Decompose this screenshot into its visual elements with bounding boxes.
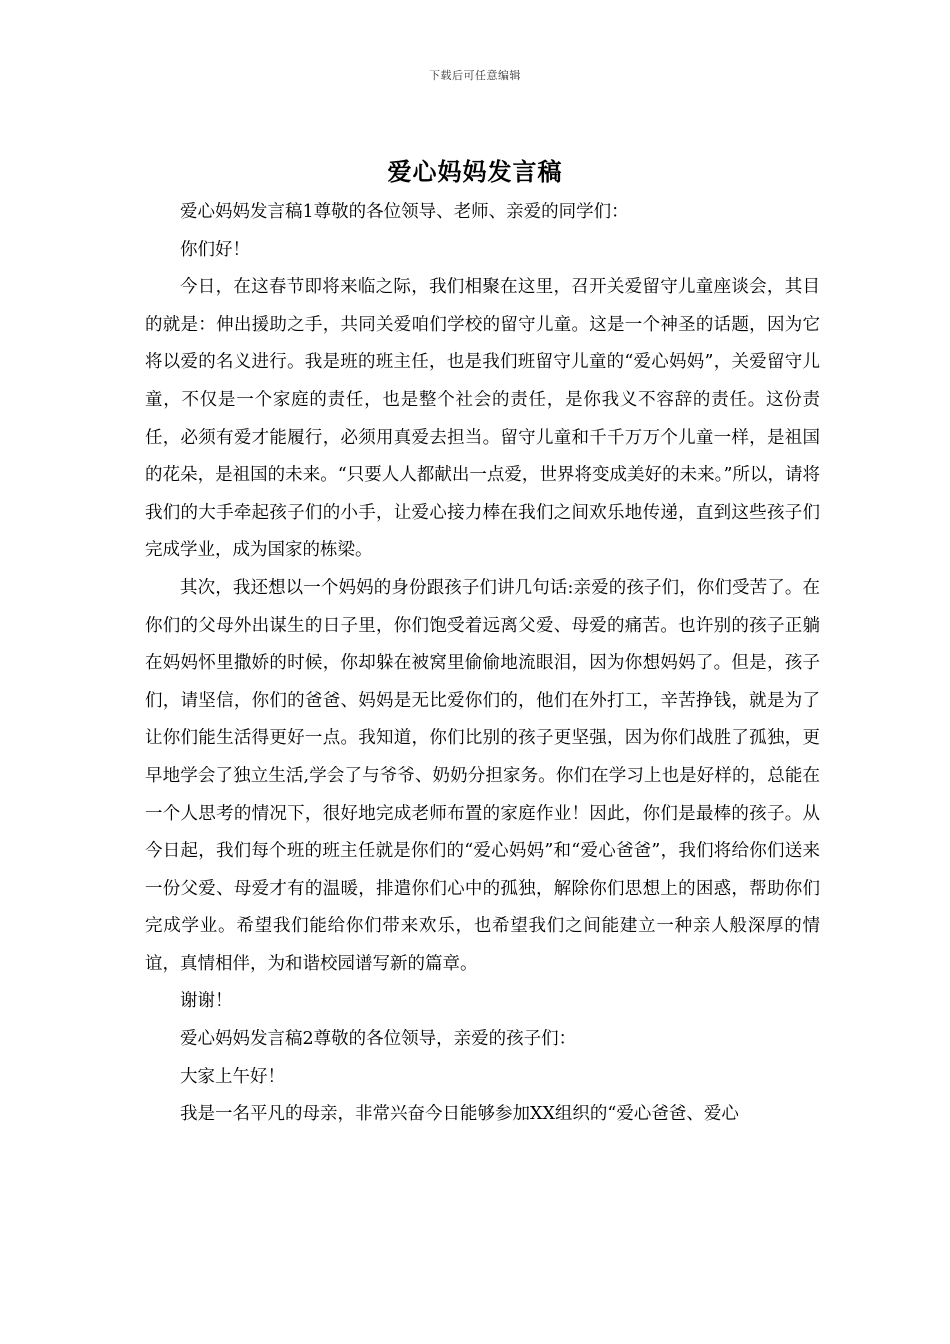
paragraph-greeting-1: 爱心妈妈发言稿1尊敬的各位领导、老师、亲爱的同学们： (180, 202, 629, 222)
paragraph-hello-1: 你们好！ (180, 239, 250, 260)
paragraph-main-3: 我是一名平凡的母亲，非常兴奋今日能够参加XX组织的“爱心爸爸、爱心 (180, 1104, 739, 1125)
document-title: 爱心妈妈发言稿 (387, 157, 563, 186)
document-body (145, 194, 820, 1134)
paragraph-greeting-2: 爱心妈妈发言稿2尊敬的各位领导，亲爱的孩子们： (180, 1029, 577, 1050)
paragraph-thanks: 谢谢！ (180, 991, 233, 1012)
paragraph-main-1: 今日，在这春节即将来临之际，我们相聚在这里，召开关爱留守儿童座谈会，其目的就是：伸出援助之手，共同关爱咱们学校的留守儿童。这是一个神圣的话题，因为它将以爱的名义进行。我是班的班主任，也是我们班留守儿童的“爱心妈妈”，关爱留守儿童，不仅是一个家庭的责任，也是整个社会的责任，是你我义不容辞的责任。这份责任，必须有爱才能履行，必须用真爱去担当。留守儿童和千千万万个儿童一样，是祖国的花朵，是祖国的未来。“只要人人都献出一点爱，世界将变成美好的未来。”所以，请将我们的大手牵起孩子们的小手，让爱心接力棒在我们之间欢乐地传递，直到这些孩子们完成学业，成为国家的栋梁。 (145, 277, 820, 561)
paragraph-hello-2: 大家上午好！ (180, 1066, 285, 1087)
paragraph-main-2: 其次，我还想以一个妈妈的身份跟孩子们讲几句话:亲爱的孩子们，你们受苦了。在你们的父母外出谋生的日子里，你们饱受着远离父爱、母爱的痛苦。也许别的孩子正躺在妈妈怀里撒娇的时候，你却躲在被窝里偷偷地流眼泪，因为你想妈妈了。但是，孩子们，请坚信，你们的爸爸、妈妈是无比爱你们的，他们在外打工，辛苦挣钱，就是为了让你们能生活得更好一点。我知道，你们比别的孩子更坚强，因为你们战胜了孤独，更早地学会了独立生活,学会了与爷爷、奶奶分担家务。你们在学习上也是好样的，总能在一个人思考的情况下，很好地完成老师布置的家庭作业！因此，你们是最棒的孩子。从今日起，我们每个班的班主任就是你们的“爱心妈妈”和“爱心爸爸”，我们将给你们送来一份父爱、母爱才有的温暖，排遣你们心中的孤独，解除你们思想上的困惑，帮助你们完成学业。希望我们能给你们带来欢乐，也希望我们之间能建立一种亲人般深厚的情谊，真情相伴，为和谐校园谱写新的篇章。 (145, 577, 820, 974)
header-note: 下载后可任意编辑 (429, 69, 521, 82)
